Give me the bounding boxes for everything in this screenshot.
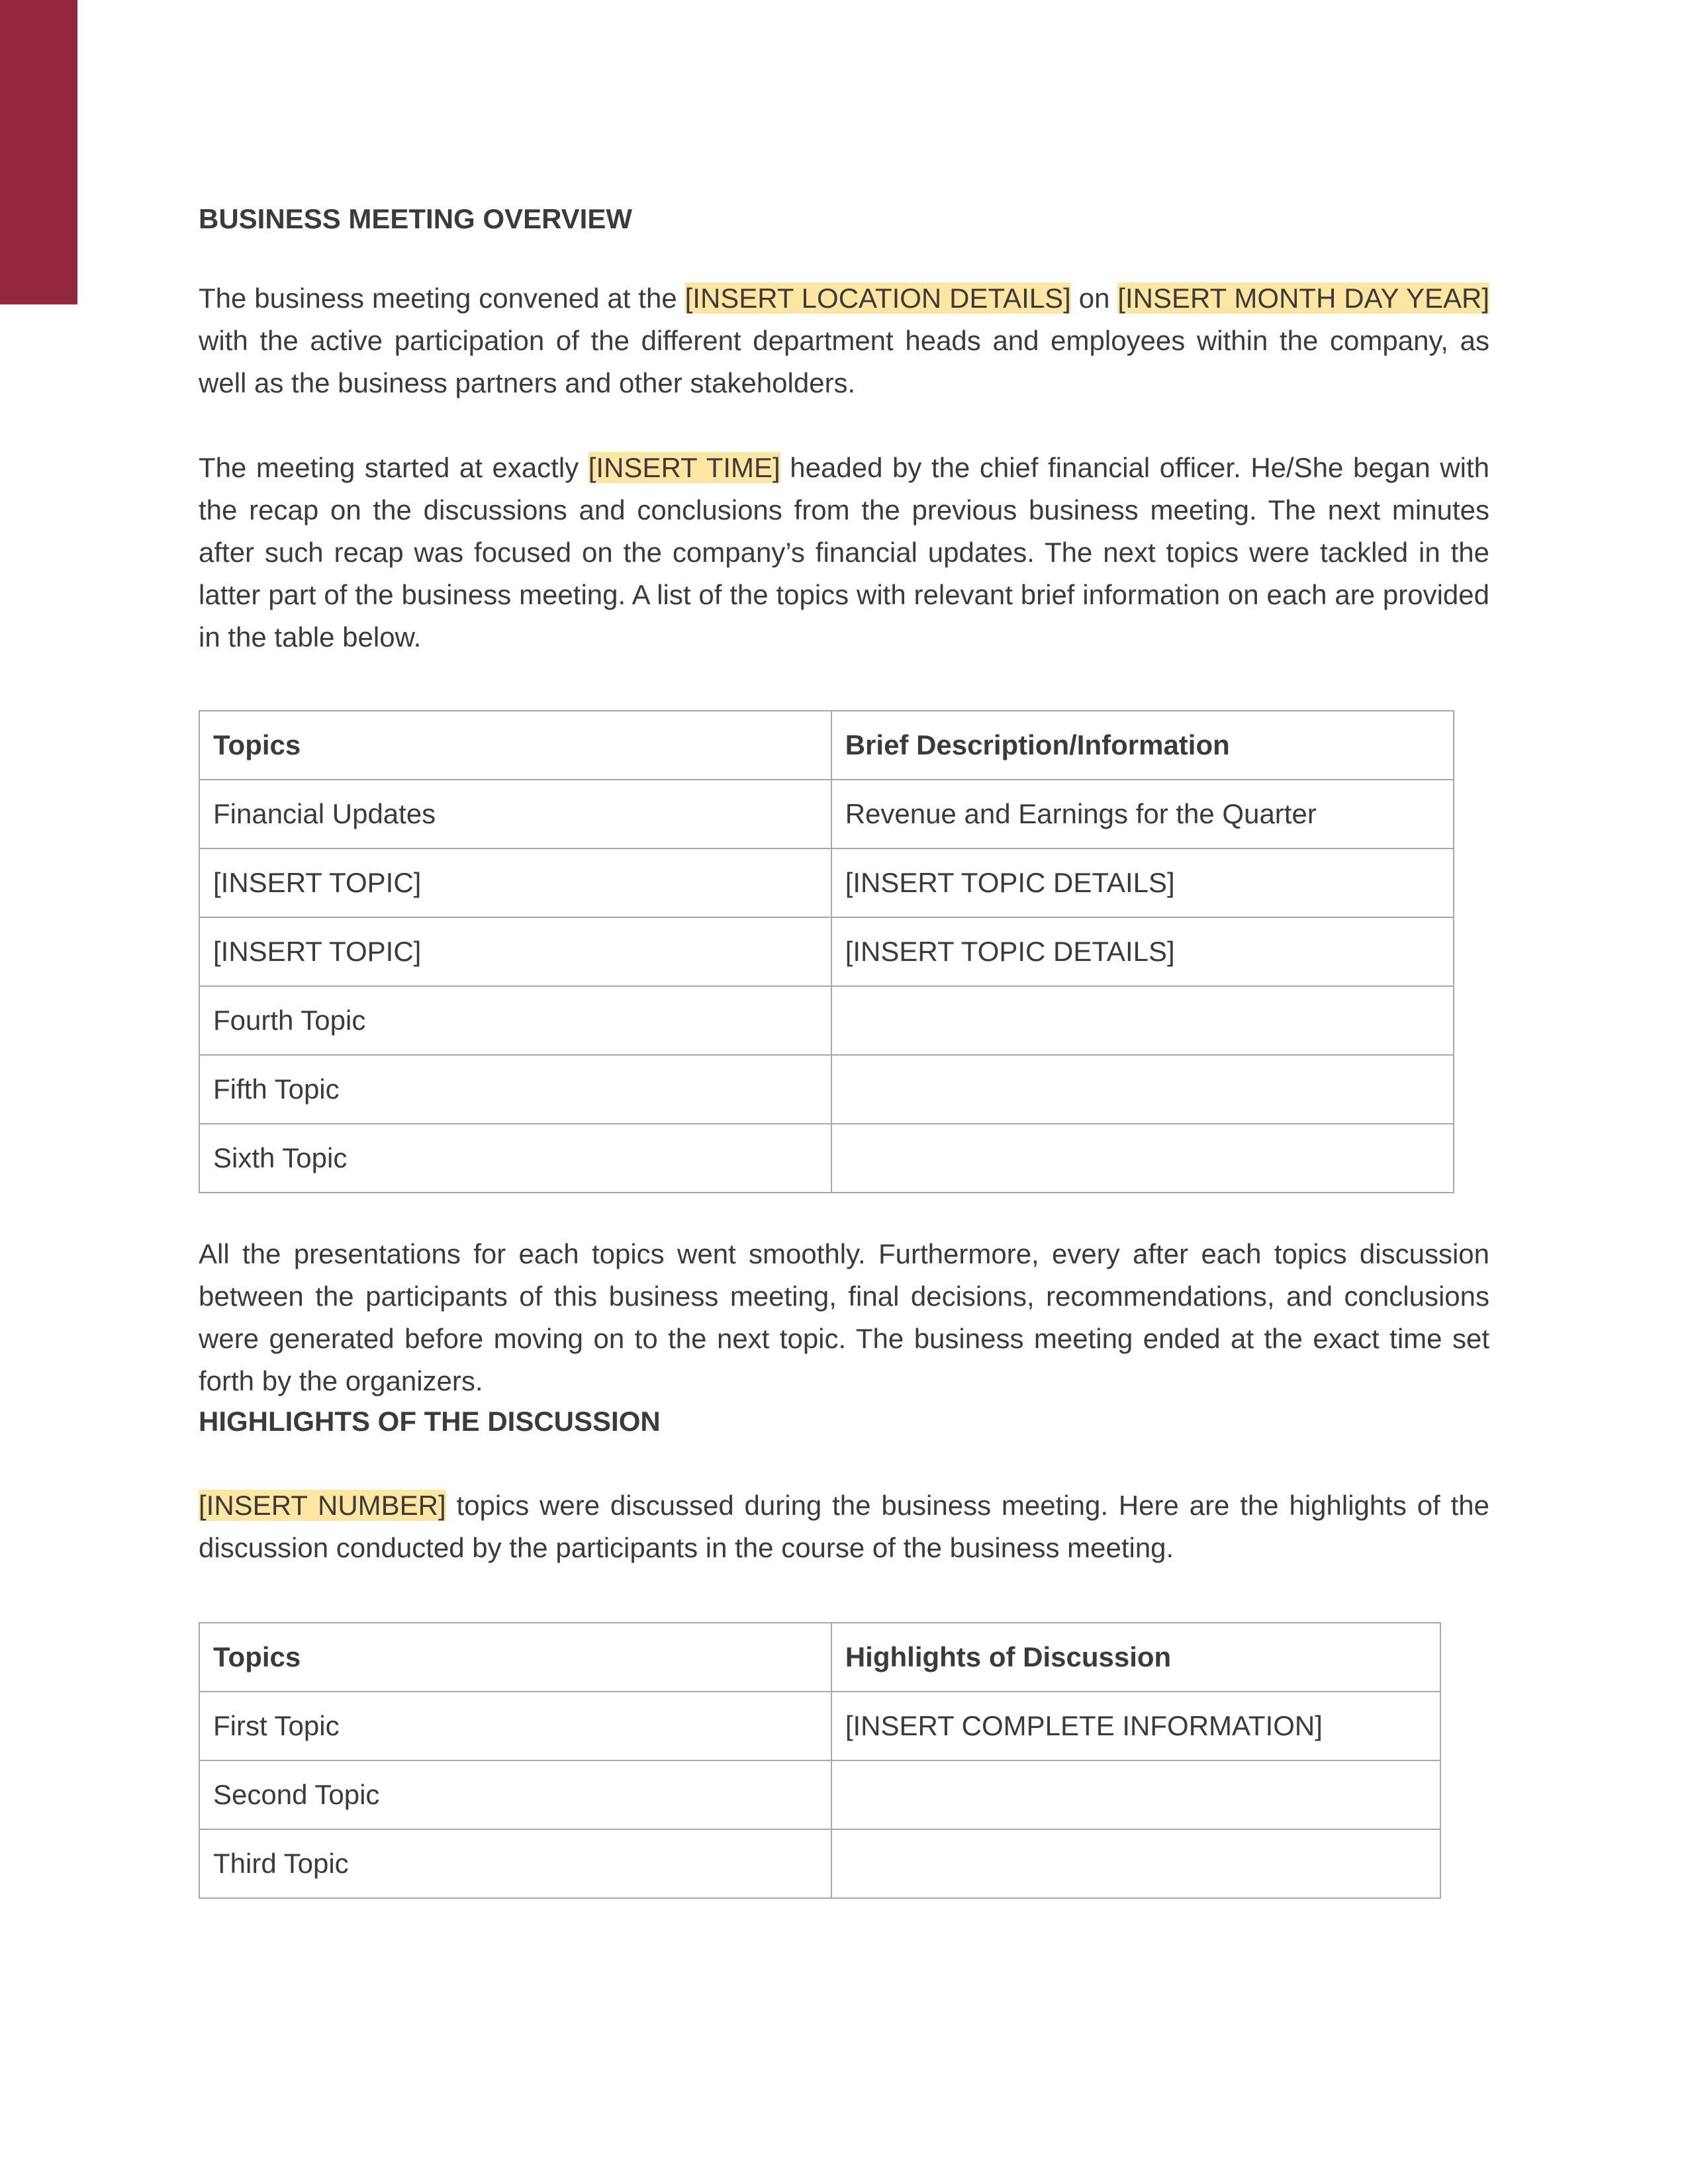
- start-text-1: The meeting started at exactly: [199, 451, 588, 483]
- topic-cell: Second Topic: [199, 1760, 831, 1829]
- topic-cell: Sixth Topic: [199, 1124, 831, 1193]
- start-text-2: headed by the chief financial officer. He/She began with the recap on the discussions and conclusions from the previous business meeting. The next minutes after such recap was focused on the company’s financial updates. The next topics were tackled in the latter part of the business meeting. A list of the topics with relevant brief information on each are provided in the table below.: [199, 451, 1490, 653]
- intro-text-2: on: [1070, 282, 1118, 314]
- overview-heading: BUSINESS MEETING OVERVIEW: [199, 203, 632, 234]
- column-header-description: Brief Description/Information: [831, 711, 1454, 780]
- meeting-start-paragraph: [199, 447, 1489, 659]
- table-header-row: [199, 711, 1454, 780]
- topic-cell: [INSERT TOPIC]: [199, 848, 831, 917]
- presentations-paragraph: All the presentations for each topics went smoothly. Furthermore, every after each topics discussion between the participants of this business meeting, final decisions, recommendations, and conclusions were generated before moving on to the next topic. The business meeting ended at the exact time set forth by the organizers.: [199, 1238, 1489, 1396]
- table-row: [199, 1760, 1440, 1829]
- location-placeholder: [INSERT LOCATION DETAILS]: [684, 282, 1071, 314]
- topic-cell: Fourth Topic: [199, 986, 831, 1055]
- table-row: [199, 1692, 1440, 1760]
- intro-text-1: The business meeting convened at the: [199, 282, 685, 314]
- number-placeholder: [INSERT NUMBER]: [199, 1490, 446, 1522]
- highlights-intro-text: topics were discussed during the business meeting. Here are the highlights of the discussion conducted by the participants in the course of the business meeting.: [199, 1490, 1489, 1564]
- column-header-topics: Topics: [199, 1623, 831, 1692]
- description-cell: [INSERT TOPIC DETAILS]: [831, 917, 1454, 986]
- table-row: [199, 917, 1454, 986]
- table-row: [199, 1055, 1454, 1124]
- topic-cell: [INSERT TOPIC]: [199, 917, 831, 986]
- column-header-topics: Topics: [199, 711, 831, 780]
- topic-cell: Financial Updates: [199, 780, 831, 848]
- description-cell: [831, 986, 1454, 1055]
- highlights-table: [199, 1622, 1441, 1899]
- highlight-cell: [INSERT COMPLETE INFORMATION]: [831, 1692, 1440, 1760]
- topic-cell: Third Topic: [199, 1829, 831, 1898]
- highlights-intro-paragraph: [199, 1484, 1489, 1569]
- topic-cell: Fifth Topic: [199, 1055, 831, 1124]
- topics-table: [199, 710, 1454, 1193]
- table-row: [199, 848, 1454, 917]
- time-placeholder: [INSERT TIME]: [588, 451, 780, 483]
- description-cell: [INSERT TOPIC DETAILS]: [831, 848, 1454, 917]
- table-row: [199, 986, 1454, 1055]
- topic-cell: First Topic: [199, 1692, 831, 1760]
- highlights-heading: HIGHLIGHTS OF THE DISCUSSION: [199, 1405, 661, 1437]
- document-page: [199, 192, 1489, 1899]
- intro-text-3: with the active participation of the different department heads and employees within the company, as well as the business partners and other stakeholders.: [199, 324, 1489, 398]
- column-header-highlights: Highlights of Discussion: [831, 1623, 1440, 1692]
- table-header-row: [199, 1623, 1440, 1692]
- description-cell: [831, 1055, 1454, 1124]
- table-row: [199, 780, 1454, 848]
- highlight-cell: [831, 1829, 1440, 1898]
- table-row: [199, 1829, 1440, 1898]
- highlight-cell: [831, 1760, 1440, 1829]
- date-placeholder: [INSERT MONTH DAY YEAR]: [1117, 282, 1489, 314]
- table-row: [199, 1124, 1454, 1193]
- description-cell: [831, 1124, 1454, 1193]
- accent-bar: [0, 0, 77, 304]
- description-cell: Revenue and Earnings for the Quarter: [831, 780, 1454, 848]
- overview-intro-paragraph: [199, 277, 1489, 404]
